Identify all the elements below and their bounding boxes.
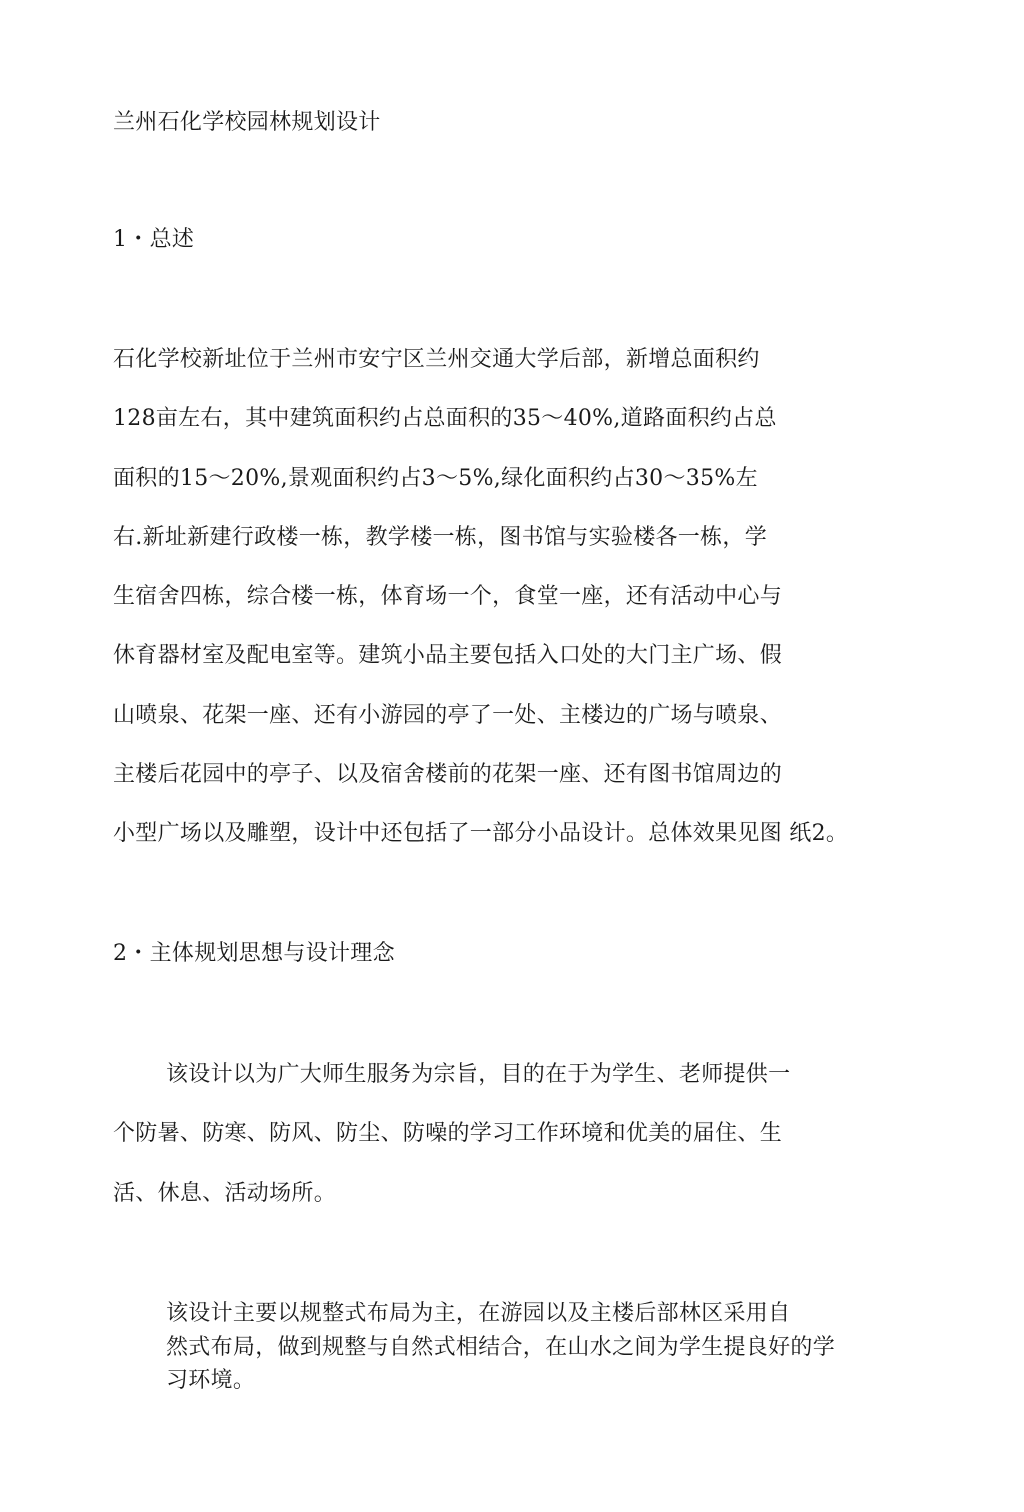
document-title: 兰州石化学校园林规划设计 [113,110,381,135]
section-2-para-1-line: 该设计以为广大师生服务为宗旨，目的在于为学生、老师提供一 [166,1062,791,1087]
section-1-line: 面积的15～20%,景观面积约占3～5%,绿化面积约占30～35%左 [113,466,758,491]
section-2-para-2-line: 然式布局，做到规整与自然式相结合，在山水之间为学生提良好的学 [166,1335,836,1360]
section-1-line: 山喷泉、花架一座、还有小游园的亭了一处、主楼边的广场与喷泉、 [113,703,783,728]
section-1-line: 128亩左右，其中建筑面积约占总面积的35～40%,道路面积约占总 [113,406,777,431]
section-2-para-1-line: 个防暑、防寒、防风、防尘、防噪的学习工作环境和优美的届住、生 [113,1121,783,1146]
section-2-para-2-line: 习环境。 [166,1368,256,1393]
section-2-para-2-line: 该设计主要以规整式布局为主，在游园以及主楼后部林区采用自 [166,1301,791,1326]
section-1-line: 右.新址新建行政楼一栋，教学楼一栋，图书馆与实验楼各一栋，学 [113,525,767,550]
section-1-line: 主楼后花园中的亭子、以及宿舍楼前的花架一座、还有图书馆周边的 [113,762,783,787]
section-2-para-1-line: 活、休息、活动场所。 [113,1181,337,1206]
section-1-line: 生宿舍四栋，综合楼一栋，体育场一个，食堂一座，还有活动中心与 [113,584,783,609]
section-1-line: 石化学校新址位于兰州市安宁区兰州交通大学后部，新增总面积约 [113,347,760,372]
section-2-heading: 2・主体规划思想与设计理念 [113,941,395,966]
section-1-line: 休育器材室及配电室等。建筑小品主要包括入口处的大门主广场、假 [113,643,783,668]
section-1-heading: 1・总述 [113,227,195,252]
section-1-line: 小型广场以及雕塑，设计中还包括了一部分小品设计。总体效果见图 纸2。 [113,821,849,846]
